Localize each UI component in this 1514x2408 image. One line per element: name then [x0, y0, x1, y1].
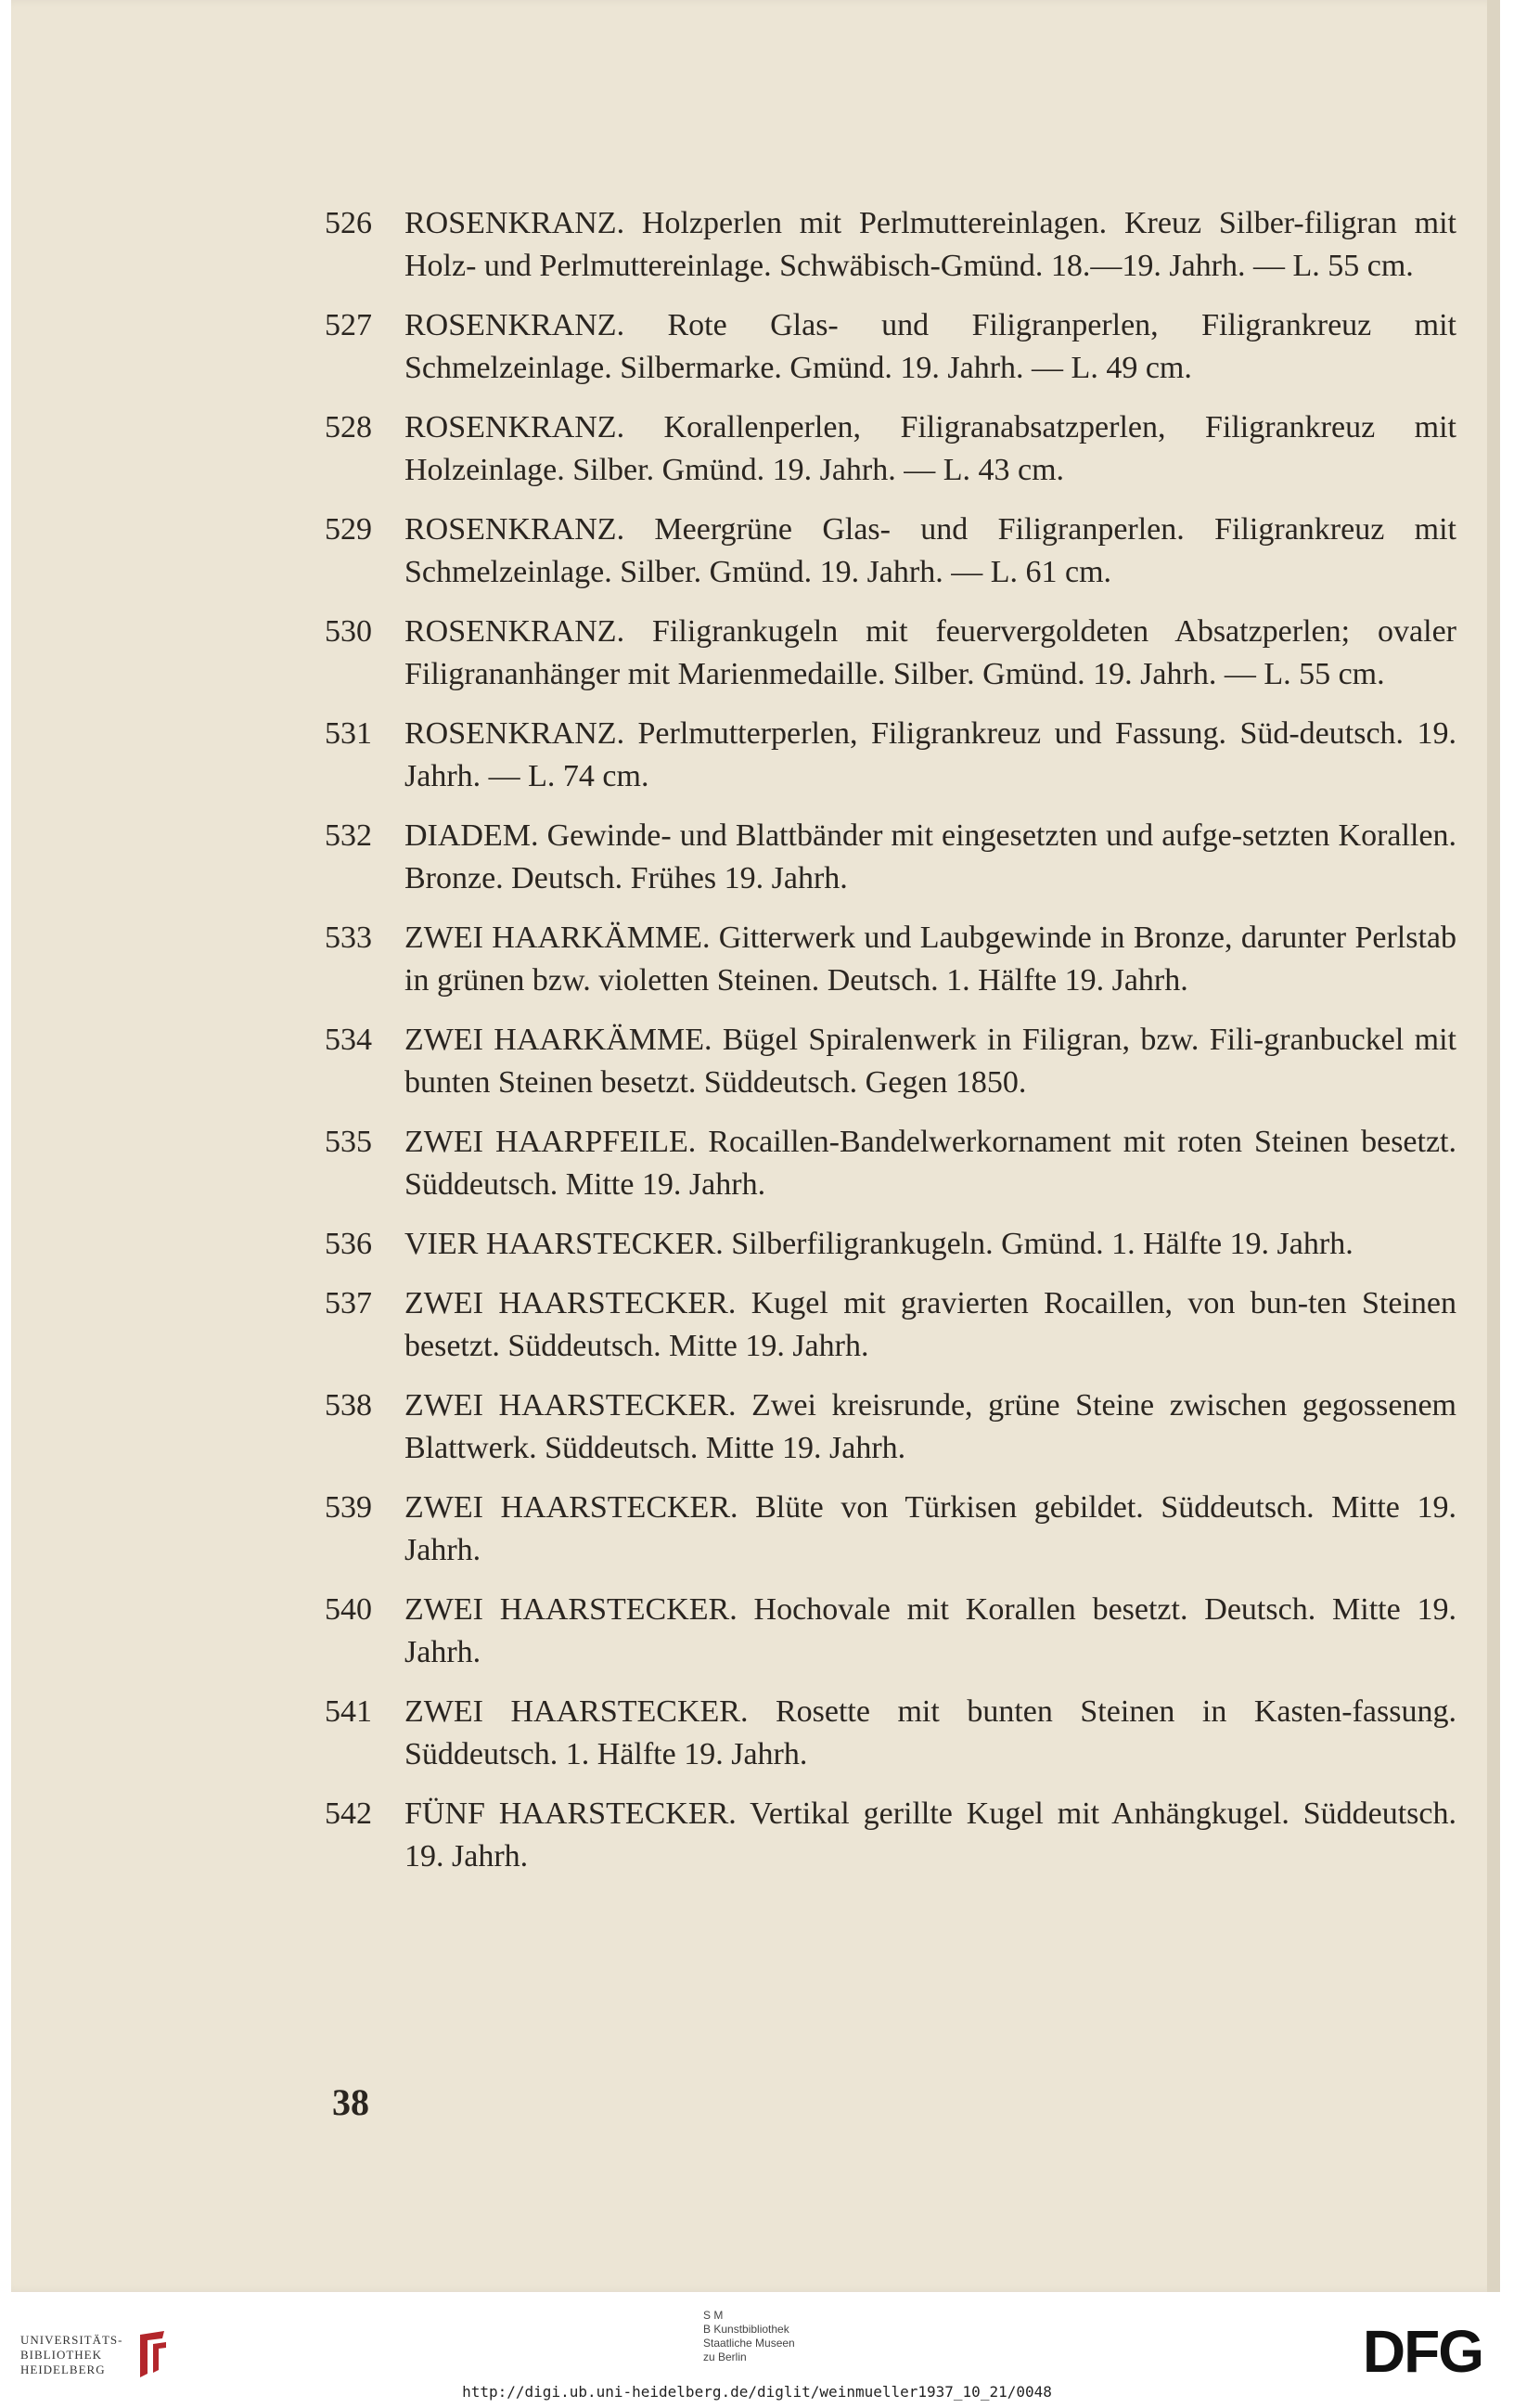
footer-bar [0, 2292, 1514, 2408]
catalog-entry [325, 713, 1456, 798]
entry-text: ROSENKRANZ. Holzperlen mit Perlmuttereinlagen. Kreuz Silber-filigran mit Holz- und Perlmuttereinlage. Schwäbisch-Gmünd. 18.—19. Jahrh. — L. 55 cm. [404, 206, 1456, 283]
catalog-entry [325, 202, 1456, 288]
entry-number: 537 [325, 1286, 372, 1320]
entry-number: 540 [325, 1592, 372, 1627]
entry-text: ZWEI HAARKÄMME. Bügel Spiralenwerk in Filigran, bzw. Fili-granbuckel mit bunten Steinen besetzt. Süddeutsch. Gegen 1850. [404, 1023, 1456, 1100]
heidelberg-mark-icon [135, 2329, 172, 2381]
scanned-page [11, 0, 1500, 2292]
entry-number: 539 [325, 1490, 372, 1525]
catalog-entry [325, 1121, 1456, 1206]
provenance-stamp: S M B Kunstbibliothek Staatliche Museen zu Berlin [703, 2309, 795, 2363]
entry-number: 535 [325, 1125, 372, 1159]
entry-number: 531 [325, 716, 372, 751]
catalog-entry [325, 1384, 1456, 1470]
entry-number: 530 [325, 614, 372, 649]
page-number: 38 [332, 2081, 369, 2123]
dfg-logo[interactable]: DFG [1362, 2318, 1482, 2385]
document-url[interactable]: http://digi.ub.uni-heidelberg.de/diglit/weinmueller1937_10_21/0048 [462, 2383, 1052, 2401]
catalog-entries [325, 202, 1456, 1895]
catalog-entry [325, 1691, 1456, 1776]
entry-number: 528 [325, 410, 372, 444]
entry-number: 536 [325, 1227, 372, 1261]
entry-number: 527 [325, 308, 372, 342]
catalog-entry [325, 1793, 1456, 1878]
catalog-entry [325, 304, 1456, 390]
entry-text: ZWEI HAARSTECKER. Rosette mit bunten Steinen in Kasten-fassung. Süddeutsch. 1. Hälfte 19. Jahrh. [404, 1694, 1456, 1771]
entry-text: ROSENKRANZ. Rote Glas- und Filigranperlen, Filigrankreuz mit Schmelzeinlage. Silbermarke. Gmünd. 19. Jahrh. — L. 49 cm. [404, 308, 1456, 385]
entry-text: ZWEI HAARSTECKER. Hochovale mit Korallen besetzt. Deutsch. Mitte 19. Jahrh. [404, 1592, 1456, 1669]
entry-text: ROSENKRANZ. Meergrüne Glas- und Filigranperlen. Filigrankreuz mit Schmelzeinlage. Silber. Gmünd. 19. Jahrh. — L. 61 cm. [404, 512, 1456, 589]
entry-text: ROSENKRANZ. Korallenperlen, Filigranabsatzperlen, Filigrankreuz mit Holzeinlage. Silber. Gmünd. 19. Jahrh. — L. 43 cm. [404, 410, 1456, 487]
entry-text: ZWEI HAARKÄMME. Gitterwerk und Laubgewinde in Bronze, darunter Perlstab in grünen bzw. violetten Steinen. Deutsch. 1. Hälfte 19. Jahrh. [404, 921, 1456, 998]
entry-text: ZWEI HAARSTECKER. Zwei kreisrunde, grüne Steine zwischen gegossenem Blattwerk. Süddeutsch. Mitte 19. Jahrh. [404, 1388, 1456, 1465]
catalog-entry [325, 406, 1456, 492]
entry-text: VIER HAARSTECKER. Silberfiligrankugeln. Gmünd. 1. Hälfte 19. Jahrh. [404, 1227, 1354, 1261]
entry-text: ROSENKRANZ. Filigrankugeln mit feuervergoldeten Absatzperlen; ovaler Filigrananhänger mit Marienmedaille. Silber. Gmünd. 19. Jahrh. — L. 55 cm. [404, 614, 1456, 691]
catalog-entry [325, 1282, 1456, 1368]
entry-text: DIADEM. Gewinde- und Blattbänder mit eingesetzten und aufge-setzten Korallen. Bronze. Deutsch. Frühes 19. Jahrh. [404, 818, 1456, 895]
entry-number: 529 [325, 512, 372, 547]
entry-number: 534 [325, 1023, 372, 1057]
entry-text: ZWEI HAARSTECKER. Kugel mit gravierten Rocaillen, von bun-ten Steinen besetzt. Süddeutsch. Mitte 19. Jahrh. [404, 1286, 1456, 1363]
university-library-logo[interactable] [20, 2329, 172, 2381]
entry-number: 541 [325, 1694, 372, 1729]
catalog-entry [325, 1223, 1456, 1266]
entry-number: 532 [325, 818, 372, 853]
catalog-entry [325, 917, 1456, 1002]
catalog-entry [325, 611, 1456, 696]
entry-text: ZWEI HAARPFEILE. Rocaillen-Bandelwerkornament mit roten Steinen besetzt. Süddeutsch. Mitte 19. Jahrh. [404, 1125, 1456, 1202]
page-edge [1487, 0, 1500, 2292]
entry-number: 533 [325, 921, 372, 955]
entry-text: ROSENKRANZ. Perlmutterperlen, Filigrankreuz und Fassung. Süd-deutsch. 19. Jahrh. — L. 74 cm. [404, 716, 1456, 793]
entry-text: ZWEI HAARSTECKER. Blüte von Türkisen gebildet. Süddeutsch. Mitte 19. Jahrh. [404, 1490, 1456, 1567]
university-name: UNIVERSITÄTS- BIBLIOTHEK HEIDELBERG [20, 2333, 123, 2376]
catalog-entry [325, 509, 1456, 594]
catalog-entry [325, 1487, 1456, 1572]
entry-number: 526 [325, 206, 372, 240]
catalog-entry [325, 1589, 1456, 1674]
catalog-entry [325, 815, 1456, 900]
entry-number: 542 [325, 1796, 372, 1831]
catalog-entry [325, 1019, 1456, 1104]
entry-number: 538 [325, 1388, 372, 1423]
entry-text: FÜNF HAARSTECKER. Vertikal gerillte Kugel mit Anhängkugel. Süddeutsch. 19. Jahrh. [404, 1796, 1456, 1874]
